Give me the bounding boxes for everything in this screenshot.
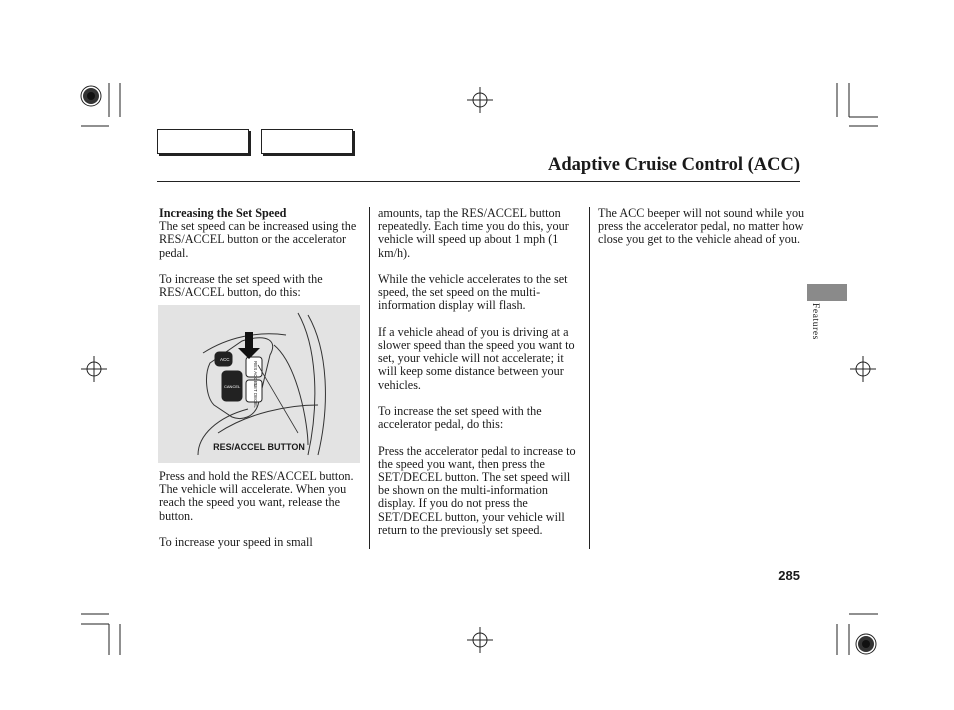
page-number: 285 xyxy=(778,568,800,583)
page-title: Adaptive Cruise Control (ACC) xyxy=(548,155,800,175)
column-left-lower xyxy=(159,470,364,562)
column-middle xyxy=(378,207,583,550)
column-separator xyxy=(589,207,590,549)
column-separator xyxy=(369,207,370,549)
section-label-text: Features xyxy=(810,303,820,340)
paragraph: To increase the set speed with the RES/ACCEL button, do this: xyxy=(159,272,323,300)
title-rule xyxy=(157,181,800,182)
down-arrow-icon xyxy=(238,332,260,359)
column-left xyxy=(159,207,364,313)
figure-caption: RES/ACCEL BUTTON xyxy=(213,442,305,452)
column-right xyxy=(598,207,806,260)
section-tab-label xyxy=(808,303,822,353)
header-tab-box-1 xyxy=(157,129,249,154)
paragraph: Press and hold the RES/ACCEL button. The vehicle will accelerate. When you reach the speed you want, release the button. xyxy=(159,469,354,523)
paragraph: To increase your speed in small xyxy=(159,535,313,549)
acc-button-label: ACC xyxy=(220,357,230,362)
section-tab xyxy=(807,284,847,301)
paragraph: The ACC beeper will not sound while you press the accelerator pedal, no matter how close you get to the vehicle ahead of you. xyxy=(598,206,805,247)
paragraph: amounts, tap the RES/ACCEL button repeatedly. Each time you do this, your vehicle will speed up about 1 mph (1 km/h). xyxy=(378,206,569,260)
paragraph: While the vehicle accelerates to the set speed, the set speed on the multi-information display will flash. xyxy=(378,272,568,313)
paragraph: To increase the set speed with the accelerator pedal, do this: xyxy=(378,404,542,432)
res-accel-button-label: RES ACCEL xyxy=(253,361,258,387)
set-decel-button-label: SET DECEL xyxy=(253,383,258,408)
paragraph: Press the accelerator pedal to increase to the speed you want, then press the SET/DECEL button. The set speed will be shown on the multi-information display. If you do not press the SET/DECEL button, your vehicle will return to the previously set speed. xyxy=(378,443,576,537)
cancel-button-label: CANCEL xyxy=(224,384,241,389)
header-tab-box-2 xyxy=(261,129,353,154)
steering-wheel-illustration xyxy=(158,305,360,463)
section-heading: Increasing the Set Speed xyxy=(159,206,287,220)
paragraph: If a vehicle ahead of you is driving at a slower speed than the speed you want to set, your vehicle will not accelerate; it will keep some distance between your vehicles. xyxy=(378,324,575,392)
steering-wheel-figure xyxy=(158,305,360,463)
paragraph: The set speed can be increased using the RES/ACCEL button or the accelerator pedal. xyxy=(159,219,357,260)
